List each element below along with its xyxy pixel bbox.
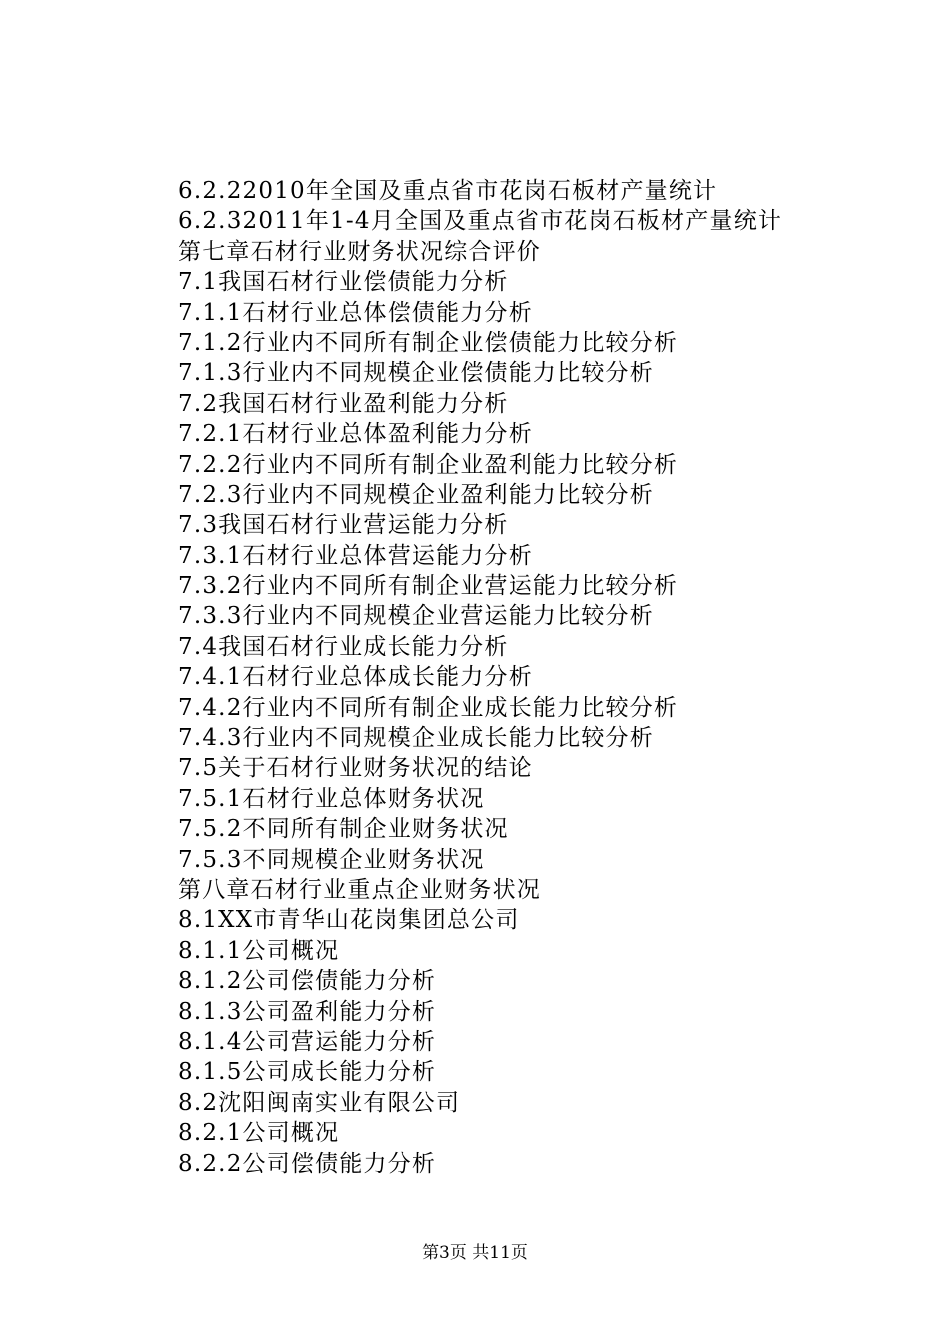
toc-entry: 7.4.2行业内不同所有制企业成长能力比较分析 [178,694,679,721]
toc-entry: 7.4.3行业内不同规模企业成长能力比较分析 [178,725,654,752]
toc-entry: 8.1.4公司营运能力分析 [178,1028,437,1055]
toc-entry: 8.1.2公司偿债能力分析 [178,968,437,995]
toc-entry: 6.2.22010年全国及重点省市花岗石板材产量统计 [178,178,718,204]
toc-entry: 7.3我国石材行业营运能力分析 [178,512,509,539]
toc-entry: 7.1.1石材行业总体偿债能力分析 [178,299,533,326]
toc-entry: 7.1.2行业内不同所有制企业偿债能力比较分析 [178,329,679,356]
toc-entry: 7.5.2不同所有制企业财务状况 [178,816,509,843]
toc-entry: 8.2.1公司概况 [178,1120,340,1147]
toc-entry: 7.5关于石材行业财务状况的结论 [178,755,533,782]
toc-entry: 8.2沈阳闽南实业有限公司 [178,1089,461,1116]
toc-entry: 7.2.2行业内不同所有制企业盈利能力比较分析 [178,451,679,478]
toc-entry: 7.3.1石材行业总体营运能力分析 [178,542,533,569]
toc-entry: 8.2.2公司偿债能力分析 [178,1150,437,1177]
toc-entry: 7.3.3行业内不同规模企业营运能力比较分析 [178,603,654,630]
toc-entry: 8.1XX市青华山花岗集团总公司 [178,907,520,934]
toc-entry: 7.1.3行业内不同规模企业偿债能力比较分析 [178,360,654,387]
toc-entry: 7.1我国石材行业偿债能力分析 [178,269,509,296]
toc-entry: 8.1.3公司盈利能力分析 [178,998,437,1025]
toc-chapter-heading: 第八章石材行业重点企业财务状况 [178,876,541,903]
toc-entry: 7.4我国石材行业成长能力分析 [178,633,509,660]
toc-entry: 7.2.3行业内不同规模企业盈利能力比较分析 [178,481,654,508]
toc-chapter-heading: 第七章石材行业财务状况综合评价 [178,238,541,265]
toc-entry: 7.3.2行业内不同所有制企业营运能力比较分析 [178,573,679,600]
table-of-contents [178,176,878,1179]
toc-entry: 6.2.32011年1-4月全国及重点省市花岗石板材产量统计 [178,208,783,235]
toc-entry: 8.1.1公司概况 [178,937,340,964]
toc-entry: 7.5.1石材行业总体财务状况 [178,785,485,812]
page-number-footer: 第3页 共11页 [422,1243,528,1263]
toc-entry: 7.2我国石材行业盈利能力分析 [178,390,509,417]
toc-entry: 7.5.3不同规模企业财务状况 [178,846,485,873]
toc-entry: 7.4.1石材行业总体成长能力分析 [178,664,533,691]
toc-entry: 7.2.1石材行业总体盈利能力分析 [178,421,533,448]
toc-entry: 8.1.5公司成长能力分析 [178,1059,437,1086]
